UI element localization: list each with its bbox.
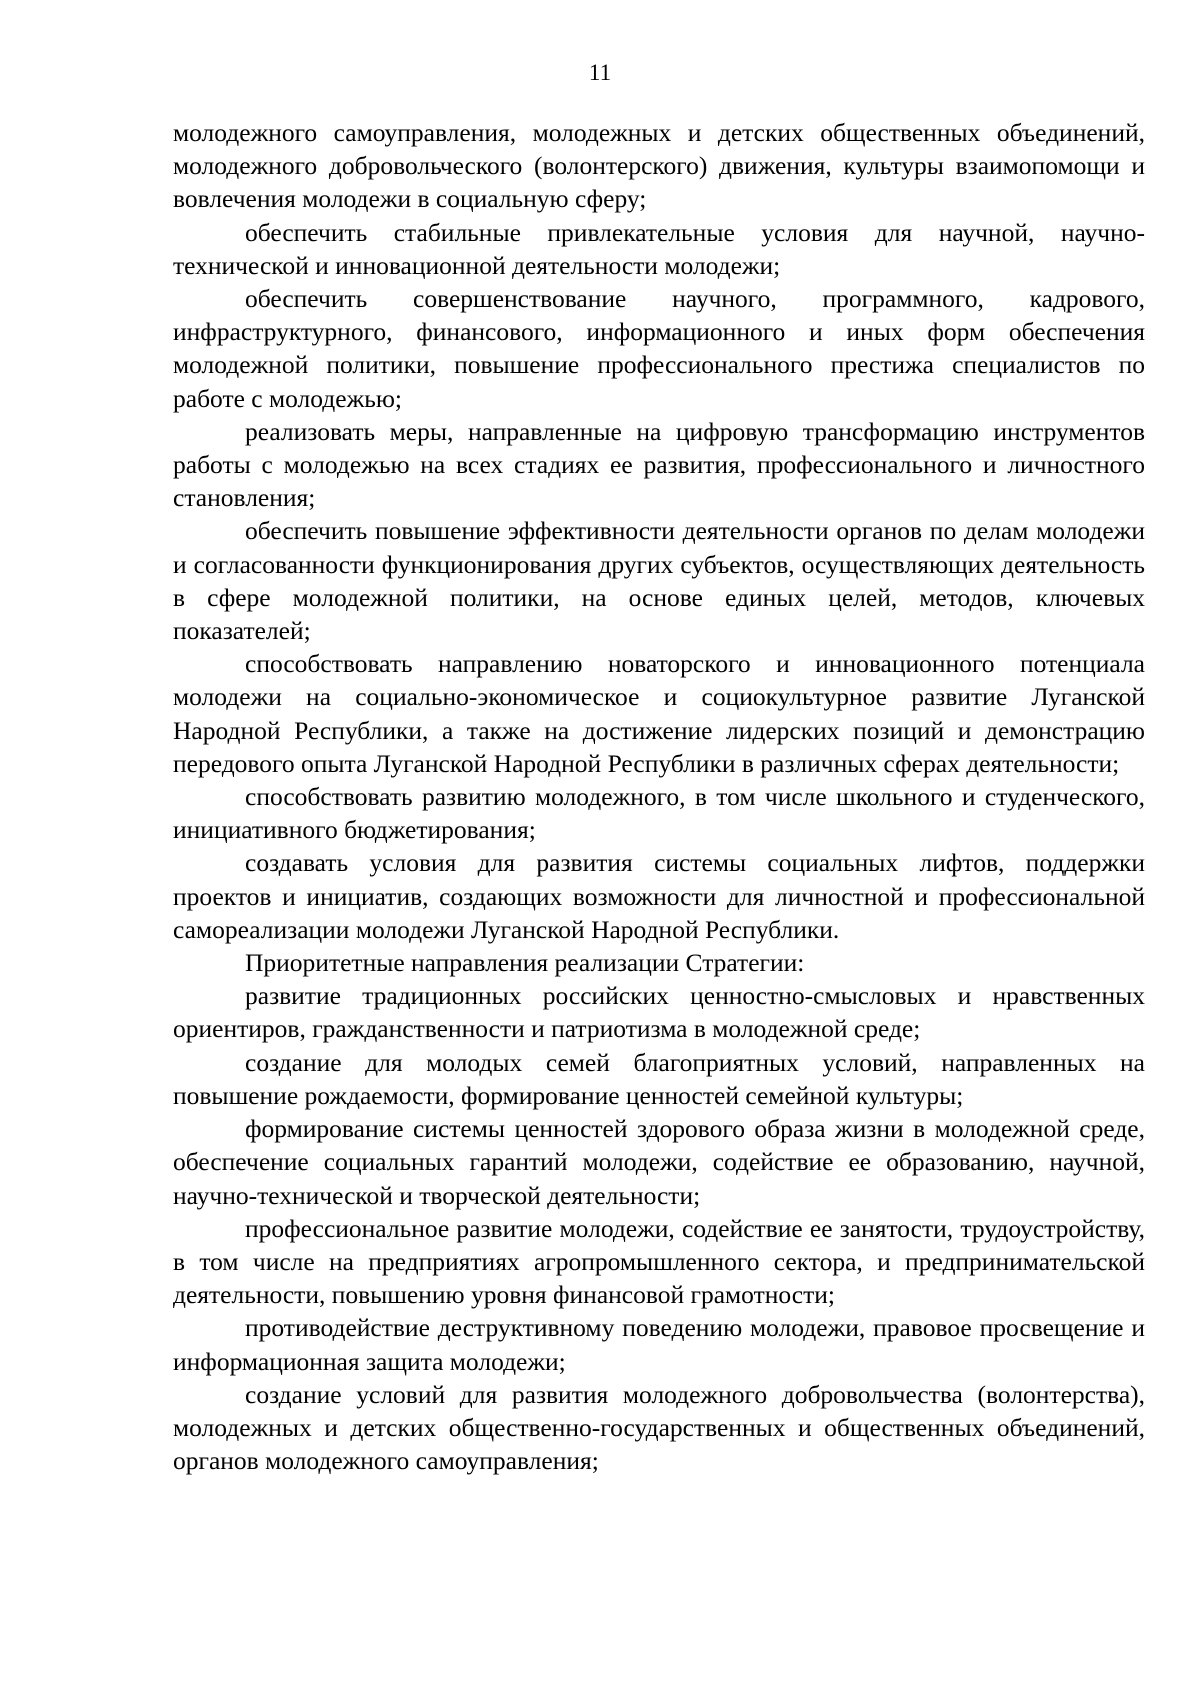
paragraph: развитие традиционных российских ценностно-смысловых и нравственных ориентиров, гражданственности и патриотизма в молодежной среде; — [173, 981, 1145, 1044]
paragraph: обеспечить стабильные привлекательные условия для научной, научно-технической и инновационной деятельности молодежи; — [173, 217, 1145, 280]
paragraph: обеспечить совершенствование научного, программного, кадрового, инфраструктурного, финансового, информационного и иных форм обеспечения молодежной политики, повышение профессионального престижа специалистов по работе с молодежью; — [173, 284, 1145, 413]
paragraph: способствовать направлению новаторского и инновационного потенциала молодежи на социально-экономическое и социокультурное развитие Луганской Народной Республики, а также на достижение лидерских позиций и демонстрацию передового опыта Луганской Народной Республики в различных сферах деятельности; — [173, 649, 1145, 778]
paragraph: Приоритетные направления реализации Стратегии: — [245, 948, 805, 978]
page-number: 11 — [588, 60, 612, 85]
paragraph: способствовать развитию молодежного, в том числе школьного и студенческого, инициативного бюджетирования; — [173, 782, 1145, 845]
paragraph: профессиональное развитие молодежи, содействие ее занятости, трудоустройству, в том числе на предприятиях агропромышленного сектора, и предпринимательской деятельности, повышению уровня финансовой грамотности; — [173, 1213, 1145, 1310]
body-text — [173, 116, 1145, 1477]
paragraph: создание условий для развития молодежного добровольчества (волонтерства), молодежных и детских общественно-государственных и общественных объединений, органов молодежного самоуправления; — [173, 1379, 1145, 1476]
paragraph: обеспечить повышение эффективности деятельности органов по делам молодежи и согласованности функционирования других субъектов, осуществляющих деятельность в сфере молодежной политики, на основе единых целей, методов, ключевых показателей; — [173, 516, 1145, 646]
paragraph: противодействие деструктивному поведению молодежи, правовое просвещение и информационная защита молодежи; — [173, 1313, 1145, 1376]
paragraph: формирование системы ценностей здорового образа жизни в молодежной среде, обеспечение социальных гарантий молодежи, содействие ее образованию, научной, научно-технической и творческой деятельности; — [173, 1114, 1145, 1210]
paragraph: реализовать меры, направленные на цифровую трансформацию инструментов работы с молодежью на всех стадиях ее развития, профессионального и личностного становления; — [173, 416, 1145, 513]
paragraph: создание для молодых семей благоприятных условий, направленных на повышение рождаемости, формирование ценностей семейной культуры; — [173, 1047, 1145, 1110]
paragraph: молодежного самоуправления, молодежных и детских общественных объединений, молодежного добровольческого (волонтерского) движения, культуры взаимопомощи и вовлечения молодежи в социальную сферу; — [173, 118, 1145, 214]
paragraph: создавать условия для развития системы социальных лифтов, поддержки проектов и инициатив, создающих возможности для личностной и профессиональной самореализации молодежи Луганской Народной Республики. — [173, 848, 1145, 944]
